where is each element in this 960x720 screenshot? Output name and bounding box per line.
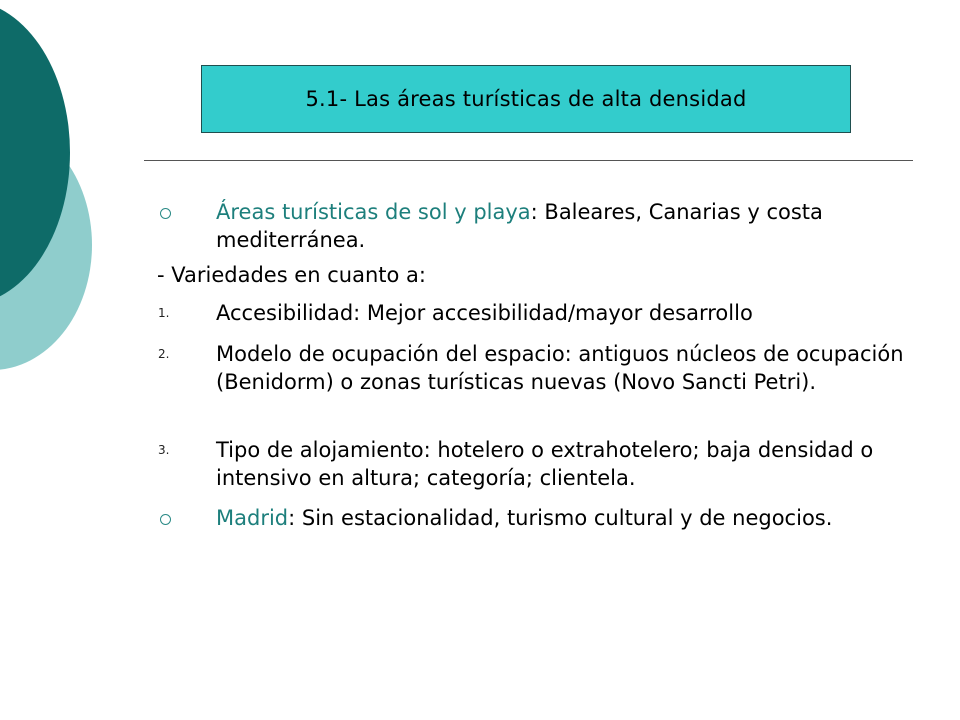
variedades-line: [157, 261, 426, 289]
ring-bullet-icon: [160, 514, 171, 525]
item-text: : Sin estacionalidad, turismo cultural y de negocios.: [288, 506, 833, 530]
variedades-text: - Variedades en cuanto a:: [157, 263, 426, 287]
list-number: 3.: [158, 443, 170, 457]
highlight-text: Áreas turísticas de sol y playa: [216, 200, 531, 224]
item-text: Accesibilidad: Mejor accesibilidad/mayor desarrollo: [216, 301, 753, 325]
ring-bullet-icon: [160, 208, 171, 219]
item-text: : Baleares, Canarias y costa mediterránea.: [216, 200, 823, 252]
list-number: 1.: [158, 306, 170, 320]
highlight-text: Madrid: [216, 506, 289, 530]
item-text: Modelo de ocupación del espacio: antiguos núcleos de ocupación (Benidorm) o zonas turísticas nuevas (Novo Sancti Petri).: [216, 342, 904, 394]
list-item-text: [216, 198, 916, 254]
list-item-text: [216, 504, 916, 532]
item-text: Tipo de alojamiento: hotelero o extrahotelero; baja densidad o intensivo en altura; categoría; clientela.: [216, 438, 874, 490]
slide-title: 5.1- Las áreas turísticas de alta densidad: [305, 87, 747, 111]
list-number: 2.: [158, 347, 170, 361]
